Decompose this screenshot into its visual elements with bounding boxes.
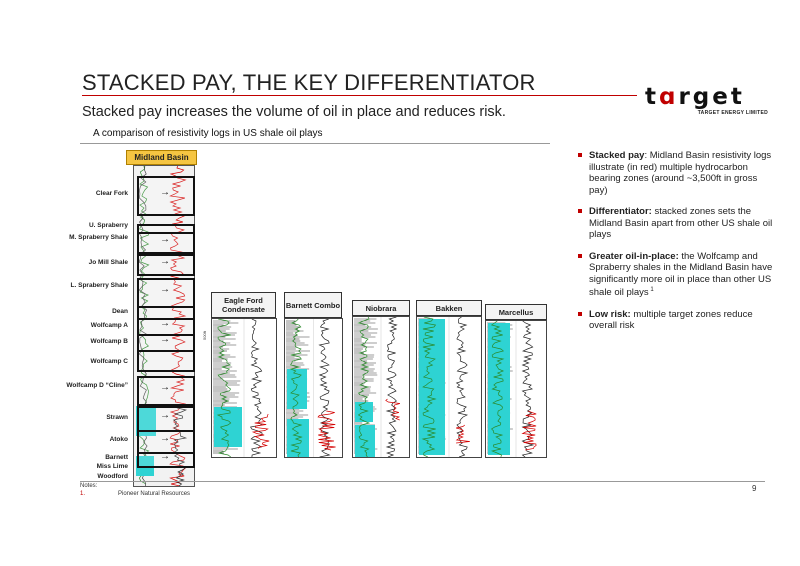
midland-zone-label: L. Spraberry Shale bbox=[70, 282, 128, 289]
key-point-item bbox=[578, 309, 778, 332]
basin-header: Niobrara bbox=[352, 300, 410, 316]
basin-log-traces bbox=[417, 317, 481, 457]
zone-arrow-icon: → bbox=[160, 382, 170, 393]
basin-header: Marcellus bbox=[485, 304, 547, 320]
zone-arrow-icon: → bbox=[160, 318, 170, 329]
basin-resistivity-log bbox=[211, 318, 277, 458]
footnote-ref: 1 bbox=[648, 287, 654, 293]
figure-caption: A comparison of resistivity logs in US shale oil plays bbox=[93, 128, 323, 139]
bullet-square-icon bbox=[578, 312, 582, 316]
basin-resistivity-log bbox=[284, 318, 343, 458]
note-number: 1. bbox=[80, 491, 86, 497]
title-divider bbox=[82, 95, 637, 96]
zone-arrow-icon: → bbox=[160, 234, 170, 245]
key-point-heading: Low risk: bbox=[589, 308, 631, 320]
page-number: 9 bbox=[752, 484, 757, 493]
key-point-heading: Stacked pay bbox=[589, 150, 645, 161]
key-point-text: the Wolfcamp and Spraberry shales in the Midland Basin have significantly more oil in place than other US shale oil plays bbox=[589, 250, 773, 299]
bullet-square-icon bbox=[578, 209, 582, 213]
logo-tagline: TARGET ENERGY LIMITED bbox=[697, 110, 768, 116]
midland-zone-label: Jo Mill Shale bbox=[88, 259, 128, 266]
slide-subtitle: Stacked pay increases the volume of oil in place and reduces risk. bbox=[82, 104, 506, 120]
basin-log-traces bbox=[285, 319, 342, 457]
key-point-text: : Midland Basin resistivity logs illustrate (in red) multiple hydrocarbon bearing zones (around ~3,500ft in gross pay) bbox=[589, 150, 772, 196]
midland-zone-label: U. Spraberry bbox=[88, 222, 128, 229]
zone-arrow-icon: → bbox=[160, 334, 170, 345]
key-points-list bbox=[578, 150, 778, 342]
basin-header: Barnett Combo bbox=[284, 292, 342, 318]
midland-zone-label: Atoko bbox=[109, 436, 128, 443]
logo-wordmark: tɑrget bbox=[645, 84, 745, 110]
midland-zone-label: Miss Lime bbox=[96, 463, 128, 470]
key-point-item bbox=[578, 251, 778, 299]
midland-zone-label: M. Spraberry Shale bbox=[69, 234, 128, 241]
zone-arrow-icon: → bbox=[160, 451, 170, 462]
basin-resistivity-log bbox=[416, 316, 482, 458]
key-point-item bbox=[578, 150, 778, 196]
bullet-square-icon bbox=[578, 153, 582, 157]
basin-log-traces bbox=[486, 321, 546, 457]
key-point-heading: Greater oil-in-place: bbox=[589, 250, 679, 262]
zone-arrow-icon: → bbox=[160, 433, 170, 444]
midland-zone-label: Wolfcamp D “Cline” bbox=[66, 382, 128, 389]
basin-resistivity-log bbox=[485, 320, 547, 458]
notes-heading: Notes: bbox=[80, 483, 98, 489]
basin-header: Bakken bbox=[416, 300, 482, 316]
midland-zone-label: Wolfcamp B bbox=[90, 338, 128, 345]
zone-arrow-icon: → bbox=[160, 284, 170, 295]
depth-scale-label: 500ft bbox=[201, 331, 207, 340]
midland-zone-label: Woodford bbox=[97, 473, 128, 480]
basin-log-traces bbox=[353, 317, 409, 457]
midland-zone-label: Wolfcamp C bbox=[90, 358, 128, 365]
midland-zone-label: Strawn bbox=[106, 414, 128, 421]
bullet-square-icon bbox=[578, 254, 582, 258]
midland-zone-label: Dean bbox=[112, 308, 128, 315]
key-point-text: multiple target zones reduce overall risk bbox=[589, 308, 753, 332]
key-point-heading: Differentiator: bbox=[589, 206, 652, 217]
zone-arrow-icon: → bbox=[160, 187, 170, 198]
target-energy-logo bbox=[645, 86, 770, 116]
notes-divider bbox=[80, 481, 765, 482]
midland-basin-header: Midland Basin bbox=[126, 150, 197, 165]
midland-zone-label: Barnett bbox=[105, 454, 128, 461]
midland-zone-label: Clear Fork bbox=[95, 190, 128, 197]
basin-resistivity-log bbox=[352, 316, 410, 458]
key-point-text: stacked zones sets the Midland Basin apart from other US shale oil plays bbox=[589, 206, 773, 240]
midland-zone-box bbox=[137, 350, 195, 372]
slide-title: STACKED PAY, THE KEY DIFFERENTIATOR bbox=[82, 70, 536, 95]
note-text: Pioneer Natural Resources bbox=[118, 491, 191, 497]
zone-arrow-icon: → bbox=[160, 410, 170, 421]
caption-divider bbox=[80, 143, 550, 144]
basin-cyan-fill bbox=[355, 425, 375, 457]
basin-header: Eagle Ford Condensate bbox=[211, 292, 276, 318]
basin-cyan-fill bbox=[287, 369, 307, 409]
midland-zone-label: Wolfcamp A bbox=[90, 322, 128, 329]
key-point-item bbox=[578, 206, 778, 241]
basin-log-traces bbox=[212, 319, 276, 457]
zone-arrow-icon: → bbox=[160, 256, 170, 267]
basin-cyan-fill bbox=[488, 323, 510, 455]
